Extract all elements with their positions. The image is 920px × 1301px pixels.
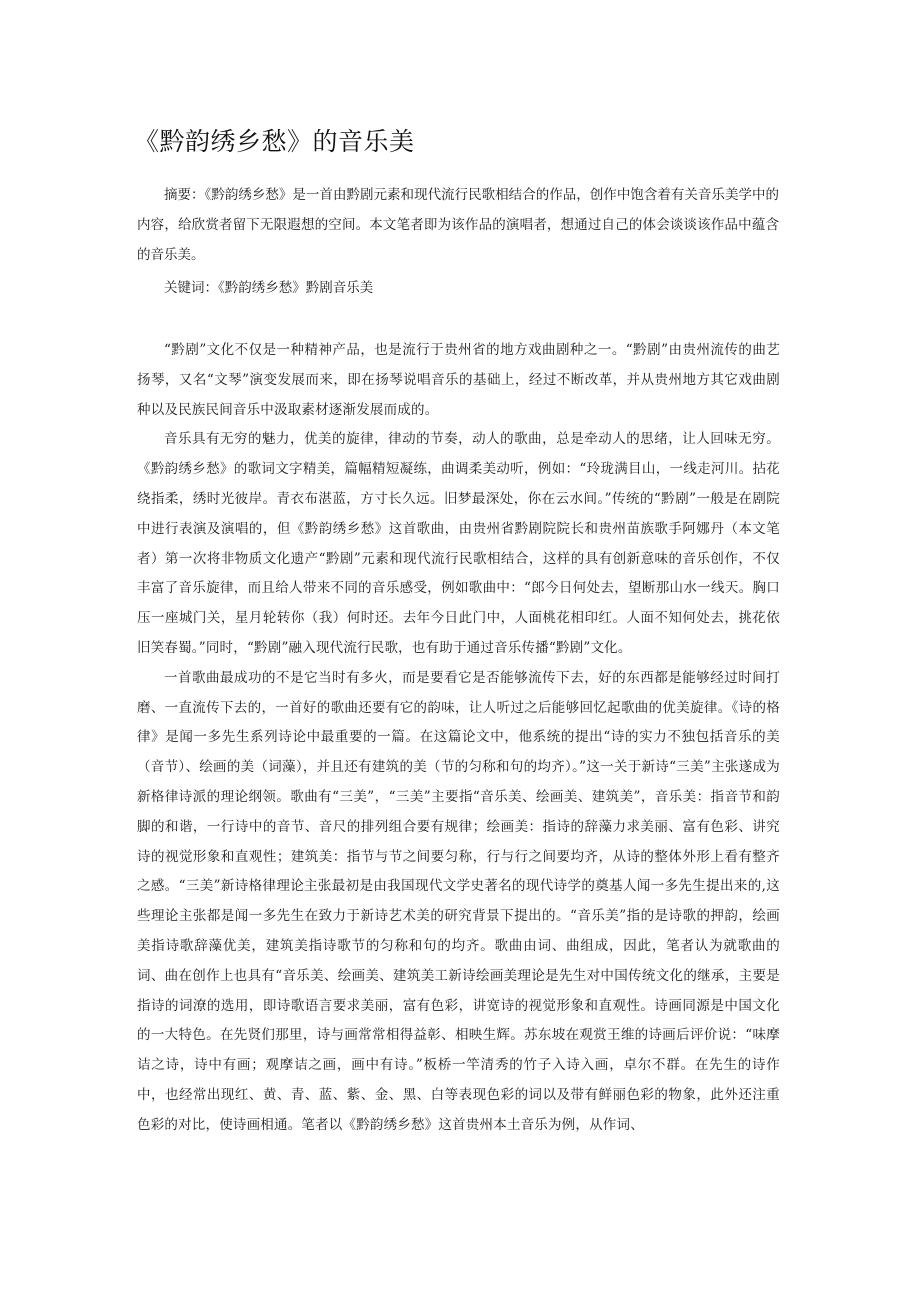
abstract-paragraph: 摘要：《黔韵绣乡愁》是一首由黔剧元素和现代流行民歌相结合的作品，创作中饱含着有关音乐美学中的内容，给欣赏者留下无限遐想的空间。本文笔者即为该作品的演唱者，想通过自己的体会谈谈该作品中蕴含的音乐美。 xyxy=(137,187,779,263)
body-paragraph: 一首歌曲最成功的不是它当时有多火，而是要看它是否能够流传下去，好的东西都是能够经过时间打磨、一直流传下去的，一首好的歌曲还要有它的韵味，让人听过之后能够回忆起歌曲的优美旋律。《诗的格律》是闻一多先生系列诗论中最重要的一篇。在这篇论文中，他系统的提出“诗的实力不独包括音乐的美（音节）、绘画的美（词藻），并且还有建筑的美（节的匀称和句的均齐）。”这一关于新诗“三美”主张遂成为新格律诗派的理论纲领。歌曲有“三美”，“三美”主要指“音乐美、绘画美、建筑美”，音乐美：指音节和韵脚的和谐，一行诗中的音节、音尺的排列组合要有规律；绘画美：指诗的辞藻力求美丽、富有色彩、讲究诗的视觉形象和直观性；建筑美：指节与节之间要匀称，行与行之间要均齐，从诗的整体外形上看有整齐之感。“三美”新诗格律理论主张最初是由我国现代文学史著名的现代诗学的奠基人闻一多先生提出来的,这些理论主张都是闻一多先生在致力于新诗艺术美的研究背景下提出的。“音乐美”指的是诗歌的押韵，绘画美指诗歌辞藻优美，建筑美指诗歌节的匀称和句的均齐。歌曲由词、曲组成，因此，笔者认为就歌曲的词、曲在创作上也具有“音乐美、绘画美、建筑美工新诗绘画美理论是先生对中国传统文化的继承，主要是指诗的词潦的选用，即诗歌语言要求美丽，富有色彩，讲宽诗的视觉形象和直观性。诗画同源是中国文化的一大特色。在先贤们那里，诗与画常常相得益彰、相映生辉。苏东坡在观赏王维的诗画后评价说：“味摩诘之诗，诗中有画；观摩诘之画，画中有诗。”板桥一竿清秀的竹子入诗入画，卓尔不群。在先生的诗作中，也经常出现红、黄、青、蓝、紫、金、黑、白等表现色彩的词以及带有鲜丽色彩的物象，此外还注重色彩的对比，使诗画相通。笔者以《黔韵绣乡愁》这首贵州本土音乐为例，从作词、 xyxy=(137,669,780,1133)
body-text xyxy=(137,336,780,1141)
page-title: 《黔韵绣乡愁》的音乐美 xyxy=(134,127,415,156)
body-paragraph: 音乐具有无穷的魅力，优美的旋律，律动的节奏，动人的歌曲，总是牵动人的思绪，让人回味无穷。《黔韵绣乡愁》的歌词文字精美，篇幅精短凝练，曲调柔美动听，例如：“玲珑满目山，一线走河川。拈花绕指柔，绣时光彼岸。青衣布湛蓝，方寸长久远。旧梦最深处，你在云水间。”传统的“黔剧”一般是在剧院中进行表演及演唱的，但《黔韵绣乡愁》这首歌曲，由贵州省黔剧院院长和贵州苗族歌手阿娜丹（本文笔者）第一次将非物质文化遗产“黔剧”元素和现代流行民歌相结合，这样的具有创新意味的音乐创作，不仅丰富了音乐旋律，而且给人带来不同的音乐感受，例如歌曲中：“郎今日何处去，望断那山水一线天。胸口压一座城门关，星月轮转你（我）何时还。去年今日此门中，人面桃花相印红。人面不知何处去，挑花依旧笑春蜀。”同时，“黔剧”融入现代流行民歌，也有助于通过音乐传播“黔剧”文化。 xyxy=(137,431,780,656)
keywords-line: 关键词：《黔韵绣乡愁》黔剧音乐美 xyxy=(164,280,374,296)
body-paragraph: “黔剧”文化不仅是一种精神产品，也是流行于贵州省的地方戏曲剧种之一。“黔剧”由贵州流传的曲艺扬琴，又名“文琴”演变发展而来，即在扬琴说唱音乐的基础上，经过不断改革，并从贵州地方其它戏曲剧种以及民族民间音乐中汲取素材逐渐发展而成的。 xyxy=(137,342,780,418)
